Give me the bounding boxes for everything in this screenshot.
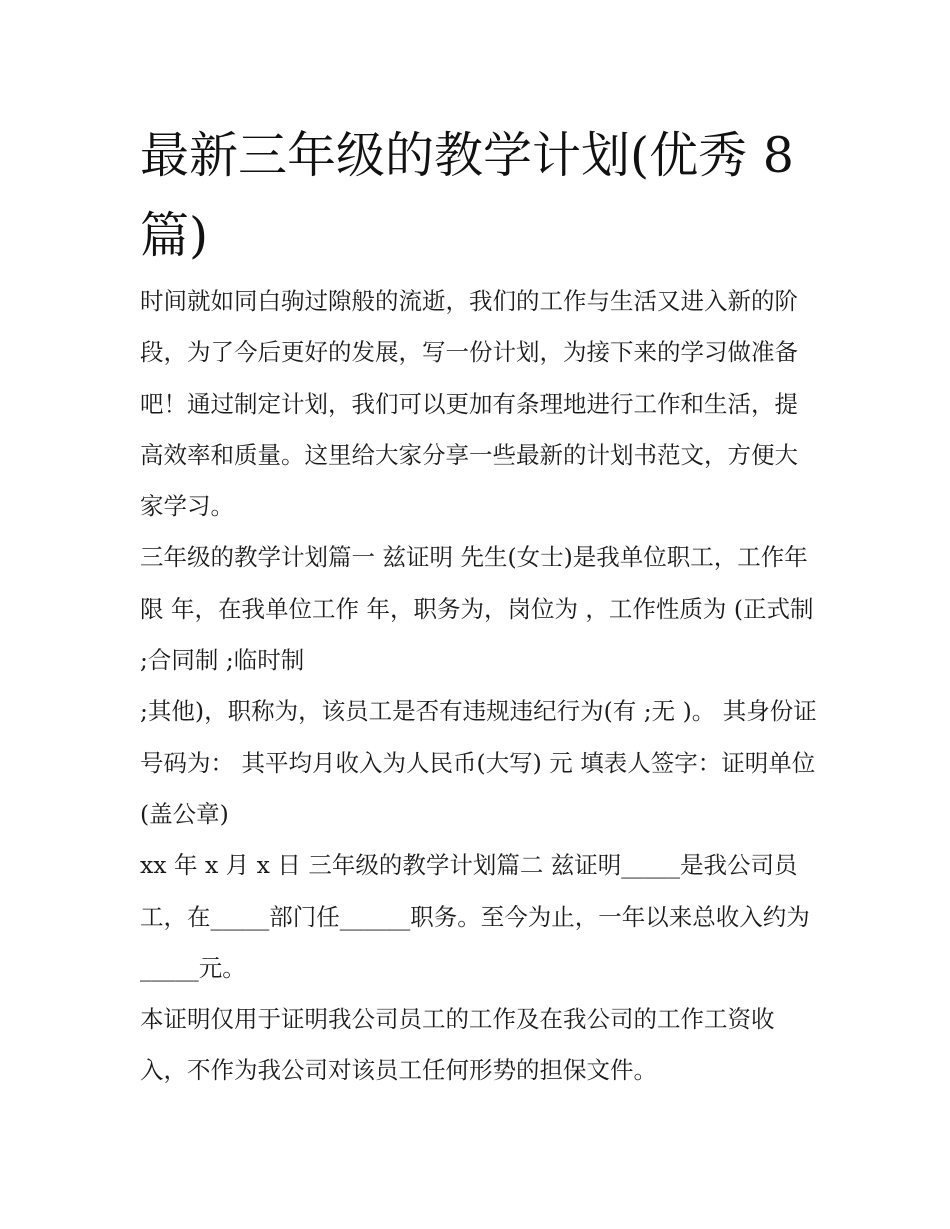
document-body xyxy=(140,276,820,1097)
paragraph-disclaimer: 本证明仅用于证明我公司员工的工作及在我公司的工作工资收入，不作为我公司对该员工任何形势的担保文件。 xyxy=(140,1005,775,1085)
paragraph-plan-one-continued: ;其他)，职称为，该员工是否有违规违纪行为(有 ;无 )。 其身份证号码为： 其平均月收入为人民币(大写) 元 填表人签字：证明单位(盖公章) xyxy=(140,697,817,828)
document-title: 最新三年级的教学计划(优秀 8 篇) xyxy=(140,127,794,264)
paragraph-intro: 时间就如同白驹过隙般的流逝，我们的工作与生活又进入新的阶段，为了今后更好的发展，写一份计划，为接下来的学习做准备吧！通过制定计划，我们可以更加有条理地进行工作和生活，提高效率和质量。这里给大家分享一些最新的计划书范文，方便大家学习。 xyxy=(140,287,798,521)
paragraph-plan-one: 三年级的教学计划篇一 兹证明 先生(女士)是我单位职工，工作年限 年，在我单位工作 年，职务为，岗位为 ，工作性质为 (正式制 ;合同制 ;临时制 xyxy=(140,543,814,675)
paragraph-plan-two: xx 年 x 月 x 日 三年级的教学计划篇二 兹证明_____是我公司员工，在_____部门任______职务。至今为止，一年以来总收入约为_____元。 xyxy=(140,851,810,982)
